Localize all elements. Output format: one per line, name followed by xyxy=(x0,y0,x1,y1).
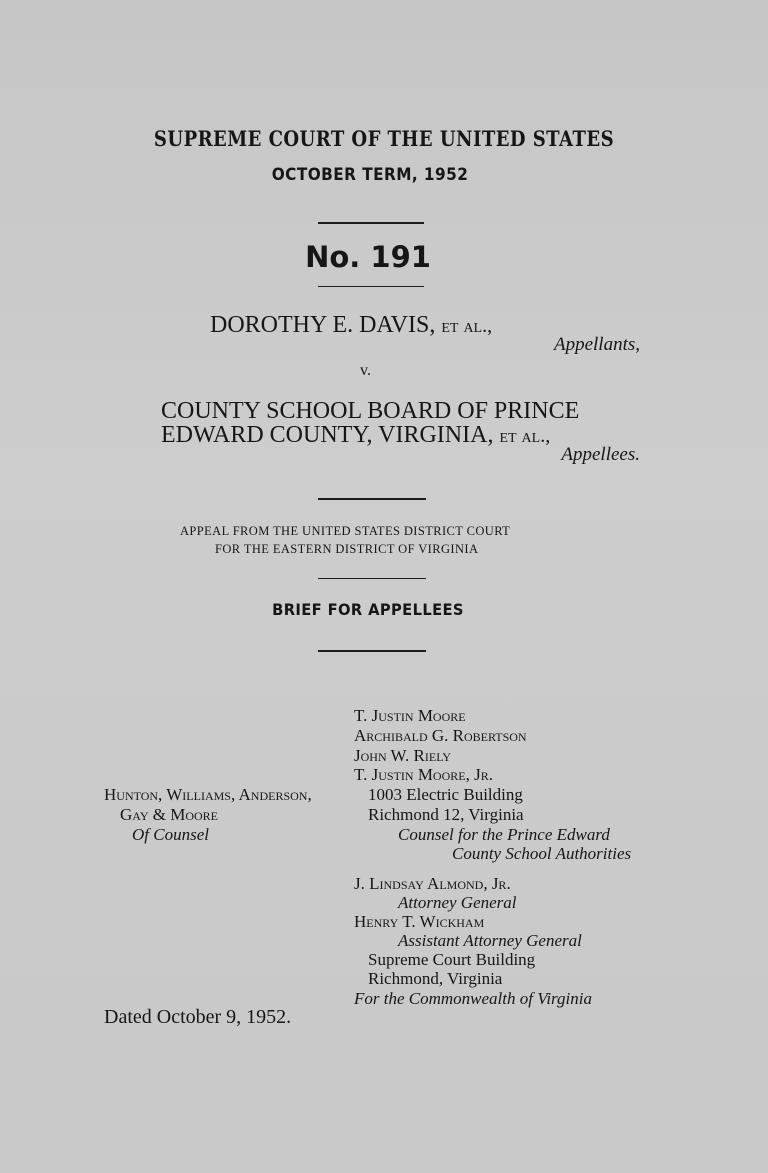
divider-rule xyxy=(318,578,426,579)
appeal-line1: APPEAL FROM THE UNITED STATES DISTRICT COURT xyxy=(180,524,511,538)
appellee-name-line1: COUNTY SCHOOL BOARD OF PRINCE xyxy=(161,398,580,424)
counsel-firm-line1: Hunton, Williams, Anderson, xyxy=(104,785,312,804)
appeal-line2: FOR THE EASTERN DISTRICT OF VIRGINIA xyxy=(215,542,479,556)
attorney-name: T. Justin Moore, Jr. xyxy=(354,765,493,784)
appellant-role: Appellants, xyxy=(553,334,640,355)
attorney-title: Assistant Attorney General xyxy=(398,931,582,950)
appellee-name-line2 xyxy=(161,422,550,449)
divider-rule xyxy=(318,650,426,652)
appellee-name-text: EDWARD COUNTY, VIRGINIA, xyxy=(161,422,494,448)
counsel-role-line1: Counsel for the Prince Edward xyxy=(398,825,610,844)
divider-rule xyxy=(318,498,426,500)
address-line: 1003 Electric Building xyxy=(368,785,523,804)
dated-line: Dated October 9, 1952. xyxy=(104,1006,292,1028)
commonwealth-role: For the Commonwealth of Virginia xyxy=(354,989,592,1008)
attorney-name: J. Lindsay Almond, Jr. xyxy=(354,874,511,893)
attorney-title: Attorney General xyxy=(398,893,517,912)
counsel-role-line2: County School Authorities xyxy=(452,844,632,863)
appellant-name-text: DOROTHY E. DAVIS, xyxy=(210,312,436,338)
attorney-name: Henry T. Wickham xyxy=(354,912,485,931)
divider-rule xyxy=(318,222,424,224)
term-line: OCTOBER TERM, 1952 xyxy=(271,165,469,185)
attorney-name: Archibald G. Robertson xyxy=(354,726,527,745)
attorney-name: John W. Riely xyxy=(354,746,452,765)
appellant-name xyxy=(210,312,492,339)
appellee-role: Appellees. xyxy=(561,444,640,465)
court-name: SUPREME COURT OF THE UNITED STATES xyxy=(153,126,615,151)
of-counsel: Of Counsel xyxy=(132,825,209,844)
brief-title: BRIEF FOR APPELLEES xyxy=(272,600,464,619)
address-line: Richmond 12, Virginia xyxy=(368,805,524,824)
versus: v. xyxy=(360,362,371,379)
case-number: No. 191 xyxy=(305,240,431,274)
appellee-etal: et al., xyxy=(499,425,551,447)
address-line: Richmond, Virginia xyxy=(368,969,503,988)
attorney-name: T. Justin Moore xyxy=(354,706,466,725)
appellant-etal: et al., xyxy=(441,315,493,337)
divider-rule xyxy=(318,286,424,287)
counsel-firm-line2: Gay & Moore xyxy=(120,805,219,824)
address-line: Supreme Court Building xyxy=(368,950,536,969)
